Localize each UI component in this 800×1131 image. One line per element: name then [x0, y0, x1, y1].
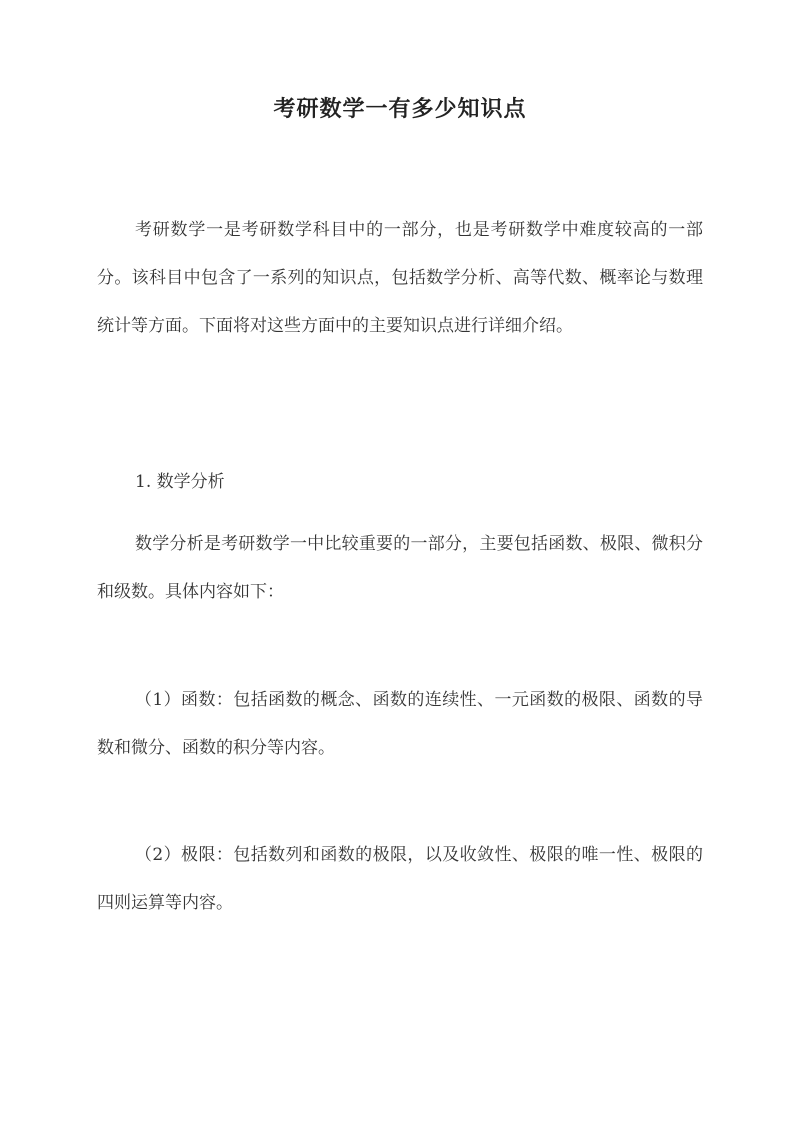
document-title: 考研数学一有多少知识点 [273, 96, 527, 122]
list-item-limits: （2）极限：包括数列和函数的极限，以及收敛性、极限的唯一性、极限的四则运算等内容。 [97, 845, 703, 913]
section-heading-math-analysis: 1. 数学分析 [135, 472, 225, 492]
list-item-functions: （1）函数：包括函数的概念、函数的连续性、一元函数的极限、函数的导数和微分、函数的积分等内容。 [97, 690, 703, 758]
intro-paragraph: 考研数学一是考研数学科目中的一部分，也是考研数学中难度较高的一部分。该科目中包含了一系列的知识点，包括数学分析、高等代数、概率论与数理统计等方面。下面将对这些方面中的主要知识点进行详细介绍。 [97, 220, 703, 336]
section-intro-paragraph: 数学分析是考研数学一中比较重要的一部分，主要包括函数、极限、微积分和级数。具体内容如下： [97, 534, 703, 602]
